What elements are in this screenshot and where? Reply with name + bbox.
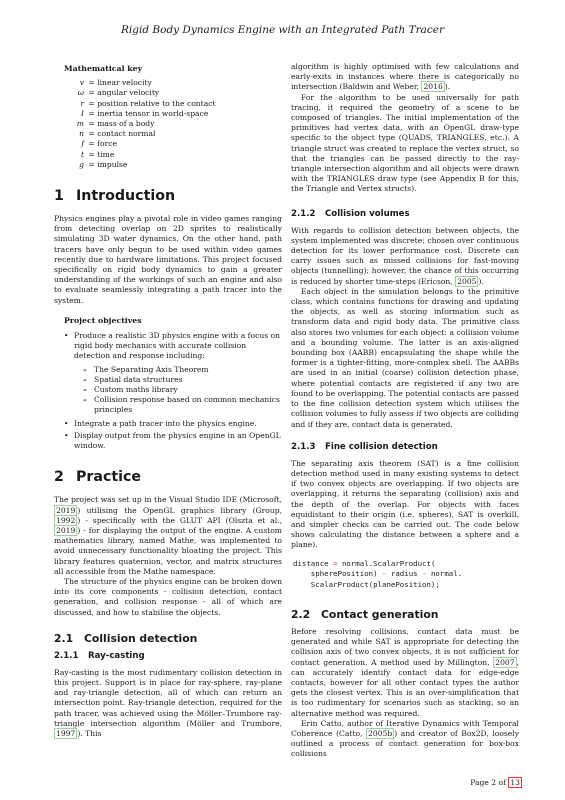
objective-item: • Produce a realistic 3D physics engine with a focus on rigid body mechanics with accurate collision detection and response including: – The Separating Axis Theorem – Spatial data structures – Custom maths library – Collision response based on common mechanics principles — [74, 331, 282, 416]
subsection-heading-contact-generation: 2.2 Contact generation — [291, 608, 439, 622]
math-key-item: I = inertia tensor in world-space — [81, 108, 209, 118]
math-key-item: m = mass of a body — [76, 119, 155, 129]
contact-generation-paragraph: Before resolving collisions, contact data must be generated and while SAT is appropriate for detecting the collision axis of two convex objects, it is not sufficient for contact generation. A method used by Millington, 2007 , can accurately identify contact data for edge-edge contacts, however for all other contact types the author gets the closest vertex. This is an over-simplification that is too rudimentary for scenarios such as stacking, so an alternative method was required. — [291, 627, 519, 718]
practice-paragraph: The structure of the physics engine can be broken down into its core components - collision detection, contact generation, and collision response - all of which are discussed, and how to stabilise the objects. — [54, 576, 282, 617]
subsubsection-heading-fine-collision: 2.1.3 Fine collision detection — [291, 441, 438, 452]
ray-casting-paragraph: Ray-casting is the most rudimentary collision detection in this project. Support is in place for ray-sphere, ray-plane and ray-triangle detection, all of which can return an intersection point. Ray-triangle detection, required for the path tracer, was achieved using the Möller–Trumbore ray-triangle intersection algorithm (Möller and Trumbore, 1997 ). This — [54, 667, 282, 738]
citation-link[interactable]: 2005 — [457, 276, 477, 286]
objective-item: • Integrate a path tracer into the physics engine. — [74, 419, 282, 429]
running-header: Rigid Body Dynamics Engine with an Integrated Path Tracer — [121, 24, 444, 36]
math-key-item: n = contact normal — [79, 129, 156, 139]
objective-item: • Display output from the physics engine in an OpenGL window. — [74, 431, 282, 451]
page-number: Page 2 of 13 — [470, 778, 520, 787]
total-pages-link[interactable]: 13 — [510, 778, 520, 787]
subsubsection-heading-ray-casting: 2.1.1 Ray-casting — [54, 650, 145, 661]
math-key-item: t = time — [80, 149, 115, 159]
sub-objective-item: – Spatial data structures — [94, 375, 282, 385]
math-key-title: Mathematical key — [64, 64, 143, 73]
citation-link[interactable]: 2019 — [56, 505, 76, 515]
math-key-item: v = linear velocity — [79, 78, 152, 88]
math-key-item: f = force — [81, 139, 117, 149]
citation-link[interactable]: 2016 — [423, 82, 443, 92]
citation-link[interactable]: 1992 — [56, 515, 76, 525]
subsubsection-heading-collision-volumes: 2.1.2 Collision volumes — [291, 208, 410, 219]
math-key-item: ω = angular velocity — [77, 88, 160, 98]
section-heading-introduction: 1 Introduction — [54, 188, 176, 205]
ray-casting-paragraph: For the algorithm to be used universally for path tracing, it required the geometry of a scene to be composed of triangles. The initial implementation of the primitives had vertex data, with an OpenGL draw-type specific to the object type (QUADS, TRIANGLES, etc.). A triangle struct was created to replace the vertex struct, so that the triangles can be passed directly to the ray-triangle intersection algorithm and all objects were drawn with the TRIANGLES draw type (see Appendix B for this, the Triangle and Vertex structs). — [291, 92, 519, 194]
citation-link[interactable]: 1997 — [56, 728, 76, 738]
citation-link[interactable]: 2005b — [368, 729, 393, 739]
math-key-list — [72, 78, 282, 170]
sub-objective-item: – Custom maths library — [94, 385, 282, 395]
sub-objective-item: – The Separating Axis Theorem — [94, 365, 282, 375]
fine-collision-paragraph: The separating axis theorem (SAT) is a fine collision detection method used in many existing systems to detect if two convex objects are overlapping. If two objects are overlapping, it returns the separating (collision) axis and the depth of the overlap. For objects with faces equidistant to their origin (i.e. spheres), SAT is overkill, and simpler checks can be carried out. The code below shows calculating the distance between a sphere and a plane). — [291, 458, 519, 550]
right-column — [291, 62, 519, 760]
ray-casting-continued: algorithm is highly optimised with few calculations and early-exits in instances where there is categorically no intersection (Baldwin and Weber, 2016 ). — [291, 62, 519, 92]
practice-paragraph: The project was set up in the Visual Studio IDE (Microsoft, 2019 ) utilising the OpenGL graphics library (Group, 1992 ) - specifically with the GLUT API (Olszta et al., 2019 ) - for displaying the output of the engine. A custom mathematics library, named Mathe, was implemented to avoid unnecessary functionality bloating the project. This library features quaternion, vector, and matrix structures all accessible from the Mathe namespace. — [54, 495, 282, 576]
sub-objective-item: – Collision response based on common mechanics principles — [94, 395, 282, 415]
sub-objectives-list — [74, 365, 282, 416]
left-column — [54, 64, 282, 739]
citation-link[interactable]: 2007 — [495, 657, 515, 667]
section-heading-practice: 2 Practice — [54, 469, 142, 486]
code-block: distance = normal.ScalarProduct( spherePosition) - radius - normal. ScalarProduct(planePosition); — [293, 558, 463, 589]
objectives-list — [54, 331, 282, 451]
intro-paragraph: Physics engines play a pivotal role in video games ranging from detecting overlap on 2D sprites to realistically simulating 3D water dynamics. On the other hand, path tracers have only begun to be used within video games recently due to hardware limitations. This project focused specifically on rigid body dynamics to gain a greater understanding of the workings of such an engine and also to evaluate seamlessly integrating a path tracer into the system. — [54, 214, 282, 305]
collision-volumes-paragraph: With regards to collision detection between objects, the system implemented was discrete; chosen over continuous detection for its lower performance cost. Discrete can carry issues such as missed collisions for fast-moving objects (tunnelling); however, the chance of this occurring is reduced by shorter time-steps (Ericson, 2005 ). — [291, 225, 519, 286]
math-key-item: g = impulse — [79, 159, 128, 169]
citation-link[interactable]: 2019 — [56, 525, 76, 535]
subsection-heading-collision-detection: 2.1 Collision detection — [54, 631, 198, 645]
math-key-item: r = position relative to the contact — [80, 98, 216, 108]
objectives-heading: Project objectives — [64, 315, 142, 325]
collision-volumes-paragraph: Each object in the simulation belongs to the primitive class, which contains functions for drawing and updating the objects, as well as storing information such as transform data and rigid body data. The primitive class also stores two volumes for each object: a collision volume and a bounding volume. The latter is an axis-aligned bounding box (AABB) encapsulating the shape while the former is a tighter-fitting, more-complex shell. The AABBs are used in an initial (coarse) collision detection phase, where potential contacts are registered if any two are found to be overlapping. The potential contacts are passed to the fine collision detection system which utilises the collision volumes to fully assess if two objects are colliding and if they are, contact data is generated. — [291, 286, 519, 429]
contact-generation-paragraph: Erin Catto, author of Iterative Dynamics with Temporal Coherence (Catto, 2005b ) and creator of Box2D, loosely outlined a process of contact generation for box-box collisions — [291, 718, 520, 759]
